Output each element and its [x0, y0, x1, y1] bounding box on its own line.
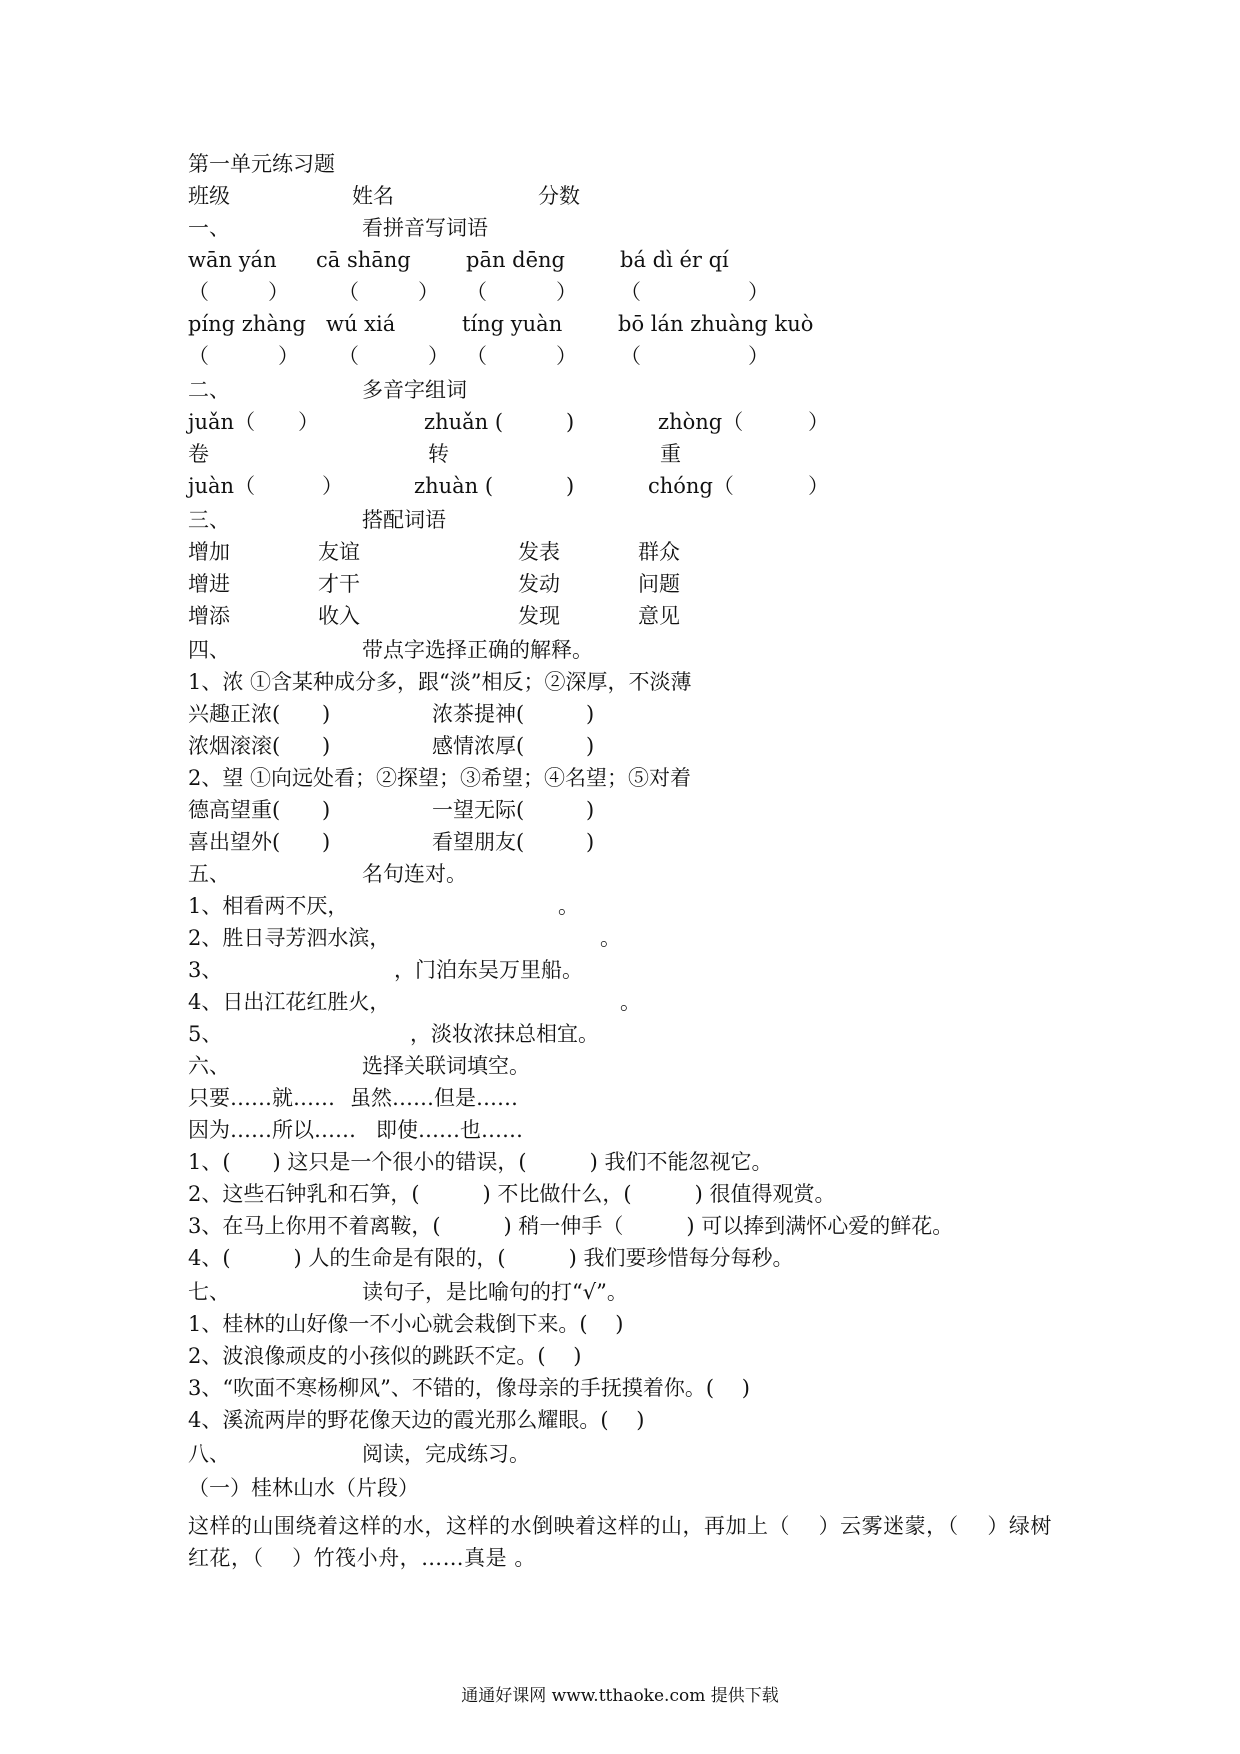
answer-blank-open[interactable]: （ [188, 280, 209, 304]
word-item: 友谊 [318, 540, 360, 564]
name-label: 姓名 [352, 184, 394, 208]
polyphone-char: 转 [428, 442, 449, 466]
pinyin-item: cā shāng [316, 248, 411, 272]
choice-item: 感情浓厚( [432, 734, 525, 758]
conjunction-option: 虽然……但是…… [350, 1086, 518, 1110]
answer-blank-close: ） [268, 280, 289, 304]
pinyin-item: pān dēng [466, 248, 566, 272]
polyphone-pinyin: juàn（ [188, 474, 256, 498]
answer-blank-close: ） [418, 280, 439, 304]
choice-item: 一望无际( [432, 798, 525, 822]
choice-item: 喜出望外( [188, 830, 281, 854]
choice-item: 浓烟滚滚( [188, 734, 281, 758]
answer-blank-open[interactable]: （ [338, 280, 359, 304]
conjunction-option: 因为……所以…… [188, 1118, 356, 1142]
word-item: 收入 [318, 604, 360, 628]
pinyin-item: tíng yuàn [462, 312, 563, 336]
footer-credit: 通通好课网 www.tthaoke.com 提供下载 [461, 1686, 779, 1706]
answer-blank-close: ） [556, 280, 577, 304]
answer-blank-open[interactable]: （ [620, 344, 641, 368]
answer-blank-open[interactable]: （ [620, 280, 641, 304]
pinyin-item: wú xiá [326, 312, 396, 336]
conjunction-option: 只要……就…… [188, 1086, 335, 1110]
polyphone-pinyin: juǎn（ [188, 410, 256, 434]
answer-blank-close: ） [278, 344, 299, 368]
pinyin-item: bá dì ér qí [620, 248, 729, 272]
polyphone-pinyin: zhuàn ( [414, 474, 494, 498]
answer-blank-open[interactable]: （ [466, 280, 487, 304]
answer-blank-open[interactable]: （ [188, 344, 209, 368]
class-label: 班级 [188, 184, 230, 208]
polyphone-char: 卷 [188, 442, 209, 466]
conjunction-option: 即使……也…… [376, 1118, 523, 1142]
pinyin-item: píng zhàng [188, 312, 306, 336]
answer-blank-close: ） [748, 344, 769, 368]
word-item: 增进 [188, 572, 230, 596]
polyphone-char: 重 [660, 442, 681, 466]
word-item: 增添 [188, 604, 230, 628]
choice-item: 德高望重( [188, 798, 281, 822]
pinyin-item: wān yán [188, 248, 277, 272]
word-item: 意见 [638, 604, 680, 628]
polyphone-pinyin: zhòng（ [658, 410, 744, 434]
choice-item: 浓茶提神( [432, 702, 525, 726]
answer-blank-open[interactable]: （ [338, 344, 359, 368]
reading-paragraph: 这样的山围绕着这样的水，这样的水倒映着这样的山，再加上（ ）云雾迷蒙，（ ）绿树红花，（ ）竹筏小舟，……真是 。 [188, 1514, 1052, 1570]
worksheet-page: 第一单元练习题 班级 姓名 分数 一、 看拼音写词语 wān yán cā shāng pān dēng bá dì ér qí （ ） （ ） （ ） （ ） píng zhàng wú xiá tíng yuàn bō lán zhuàng kuò （ ） （ ） （ ） （ ） 二、 多音字组词 juǎn（ ） zhuǎn ( ) zhòng（ ） 卷 转 重 juàn（ ） zhuàn ( ) chóng（ ） 三、 搭配词语 增加 友谊 发表 群众 增进 才干 发动 问题 增添 收入 发现 意见 四、 带点字选择正确的解释。 1、浓 ①含某种成分多，跟“淡”相反；②深厚，不淡薄 兴趣正浓( ) 浓茶提神( ) 浓烟滚滚( ) 感情浓厚( ) 2、望 ①向远处看；②探望；③希望；④名望；⑤对着 德高望重( ) 一望无际( ) 喜出望外( ) 看望朋友( ) 五、 名句连对。 1、相看两不厌， 。 2、胜日寻芳泗水滨， 。 3、 ，门泊东吴万里船。 4、日出江花红胜火， 。 5、 ，淡妆浓抹总相宜。 六、 选择关联词填空。 只要……就…… 虽然……但是…… 因为……所以…… 即使……也…… 1、( ) 这只是一个很小的错误，( ) 我们不能忽视它。 2、这些石钟乳和石笋，( ) 不比做什么，( ) 很值得观赏。 3、在马上你用不着离鞍，( ) 稍一伸手（ ) 可以捧到满怀心爱的鲜花。 4、( ) 人的生命是有限的，( ) 我们要珍惜每分每秒。 七、 读句子，是比喻句的打“√”。 1、桂林的山好像一不小心就会栽倒下来。( ) 2、波浪像顽皮的小孩似的跳跃不定。( ) 3、“吹面不寒杨柳风”、不错的，像母亲的手抚摸着你。( ) 4、溪流两岸的野花像天边的霞光那么耀眼。( ) 八、 阅读，完成练习。 （一）桂林山水（片段） 这样的山围绕着这样的水，这样的水倒映着这样的山，再加上（ ）云雾迷蒙，（ ）绿树红花，（ ）竹筏小舟，……真是 。 通通好课网 www.tthaoke.com 提供下载 [0, 0, 1240, 1754]
polyphone-pinyin: zhuǎn ( [424, 410, 504, 434]
answer-blank-close: ） [556, 344, 577, 368]
score-label: 分数 [538, 184, 580, 208]
word-item: 发表 [518, 540, 560, 564]
word-item: 才干 [318, 572, 360, 596]
word-item: 发动 [518, 572, 560, 596]
word-item: 发现 [518, 604, 560, 628]
word-item: 问题 [638, 572, 680, 596]
answer-blank-close: ） [748, 280, 769, 304]
answer-blank-close: ） [428, 344, 449, 368]
word-item: 增加 [188, 540, 230, 564]
choice-item: 看望朋友( [432, 830, 525, 854]
polyphone-pinyin: chóng（ [648, 474, 734, 498]
answer-blank-open[interactable]: （ [466, 344, 487, 368]
choice-item: 兴趣正浓( [188, 702, 281, 726]
word-item: 群众 [638, 540, 680, 564]
pinyin-item: bō lán zhuàng kuò [618, 312, 814, 336]
